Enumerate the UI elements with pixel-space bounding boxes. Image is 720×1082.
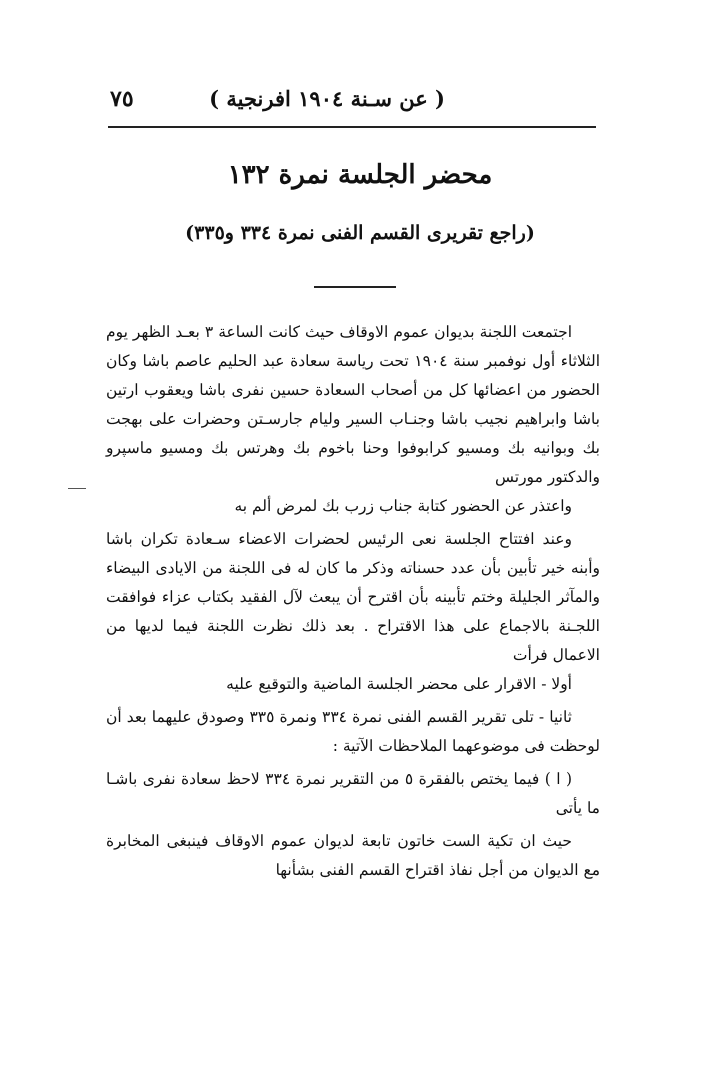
running-header [110, 86, 595, 120]
paragraph-attendance: اجتمعت اللجنة بديوان عموم الاوقاف حيث كانت الساعة ٣ بعـد الظهر يوم الثلاثاء أول نوفمبر سنة ١٩٠٤ تحت رياسة سعادة عبد الحليم عاصم باشا وكان الحضور من اعضائها كل من أصحاب السعادة حسين نفرى باشا ويعقوب ارتين باشا وابراهيم نجيب باشا وجنـاب السير وليام جارسـتن وحضرات على بهجت بك وبوانيه بك ومسيو كرابوفوا وحنا باخوم بك وهرتس بك ومسيو ماسپرو والدكتور مورتس [106, 323, 601, 486]
paragraph-note-a-detail: حيث ان تكية الست خاتون تابعة لديوان عموم الاوقاف فينبغى المخابرة مع الديوان من أجل نفاذ اقتراح القسم الفنى بشأنها [106, 832, 600, 879]
paragraph-second-item: ثانيا - تلى تقرير القسم الفنى نمرة ٣٣٤ ونمرة ٣٣٥ وصودق عليهما بعد أن لوحظت فى موضوعهما الملاحظات الآتية : [106, 708, 600, 755]
paragraph-note-a: ( ا ) فيما يختص بالفقرة ٥ من التقرير نمرة ٣٣٤ لاحظ سعادة نفرى باشـا ما يأتى [106, 770, 600, 817]
page-number: ٧٥ [110, 86, 134, 112]
paragraph-eulogy: وعند افتتاح الجلسة نعى الرئيس لحضرات الاعضاء سـعادة تكران باشا وأبنه خير تأبين بأن عدد حسناته وذكر ما كان له فى اللجنة من الايادى البيضاء والمآثر الجليلة وختم تأبينه بأن اقترح أن يبعث لآل الفقيد بكتاب عزاء فوافقت اللجـنة بالاجماع على هذا الاقتراح . بعد ذلك نظرت اللجنة فيما لديها من الاعمال فرأت [106, 530, 600, 664]
header-divider [108, 126, 596, 128]
paragraph-first-item: أولا - الاقرار على محضر الجلسة الماضية والتوقيع عليه [226, 675, 572, 693]
paragraph-apology: واعتذر عن الحضور كتابة جناب زرب بك لمرض ألم به [234, 497, 572, 515]
session-subtitle: (راجع تقريرى القسم الفنى نمرة ٣٣٤ و٣٣٥) [185, 222, 535, 244]
body-text [106, 318, 600, 885]
margin-mark [68, 488, 86, 489]
title-divider [314, 286, 396, 288]
session-title: محضر الجلسة نمرة ١٣٢ [227, 160, 493, 190]
running-title: ( عن سـنة ١٩٠٤ افرنجية ) [209, 86, 445, 111]
